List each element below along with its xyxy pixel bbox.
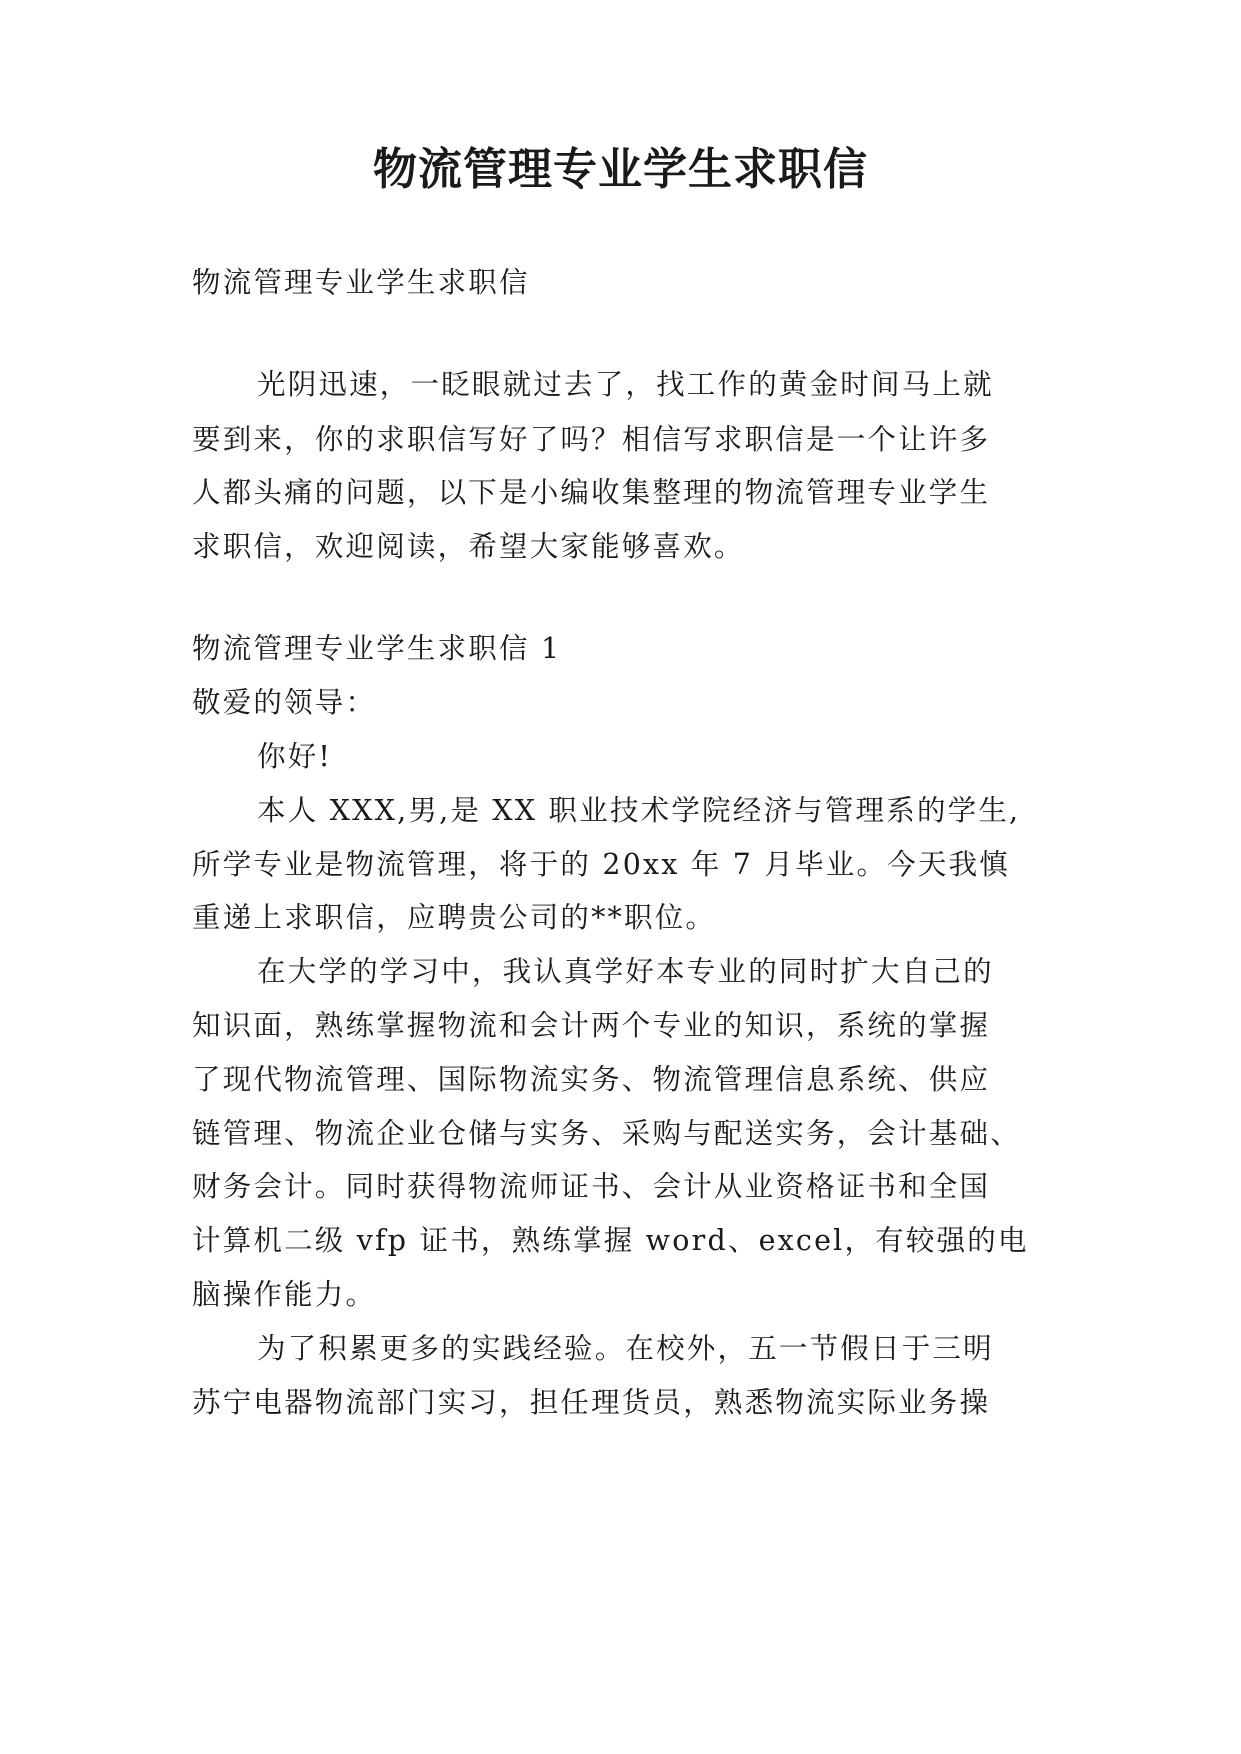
document-title: 物流管理专业学生求职信 — [373, 144, 868, 195]
intro-line: 求职信，欢迎阅读，希望大家能够喜欢。 — [192, 530, 745, 563]
paragraph-line: 计算机二级 vfp 证书，熟练掌握 word、excel，有较强的电 — [192, 1224, 1029, 1257]
paragraph-line: 为了积累更多的实践经验。在校外，五一节假日于三明 — [257, 1332, 994, 1365]
intro-line: 人都头痛的问题，以下是小编收集整理的物流管理专业学生 — [192, 476, 991, 509]
paragraph-line: 脑操作能力。 — [192, 1278, 377, 1311]
salutation: 敬爱的领导： — [192, 686, 377, 719]
paragraph-line: 知识面，熟练掌握物流和会计两个专业的知识，系统的掌握 — [192, 1009, 991, 1042]
document-subtitle: 物流管理专业学生求职信 — [192, 266, 530, 299]
paragraph-line: 在大学的学习中，我认真学好本专业的同时扩大自己的 — [257, 955, 994, 988]
paragraph-line: 链管理、物流企业仓储与实务、采购与配送实务，会计基础、 — [192, 1117, 1021, 1150]
intro-line: 要到来，你的求职信写好了吗？相信写求职信是一个让许多 — [192, 423, 991, 456]
section-heading: 物流管理专业学生求职信 1 — [192, 632, 562, 665]
paragraph-line: 了现代物流管理、国际物流实务、物流管理信息系统、供应 — [192, 1063, 991, 1096]
intro-line: 光阴迅速，一眨眼就过去了，找工作的黄金时间马上就 — [257, 368, 994, 401]
paragraph-line: 财务会计。同时获得物流师证书、会计从业资格证书和全国 — [192, 1170, 991, 1203]
paragraph-line: 所学专业是物流管理，将于的 20xx 年 7 月毕业。今天我慎 — [192, 848, 1010, 881]
paragraph-line: 重递上求职信，应聘贵公司的**职位。 — [192, 901, 717, 934]
paragraph-line: 本人 XXX,男,是 XX 职业技术学院经济与管理系的学生, — [257, 794, 1021, 827]
paragraph-line: 苏宁电器物流部门实习，担任理货员，熟悉物流实际业务操 — [192, 1386, 991, 1419]
greeting: 你好! — [257, 740, 333, 773]
